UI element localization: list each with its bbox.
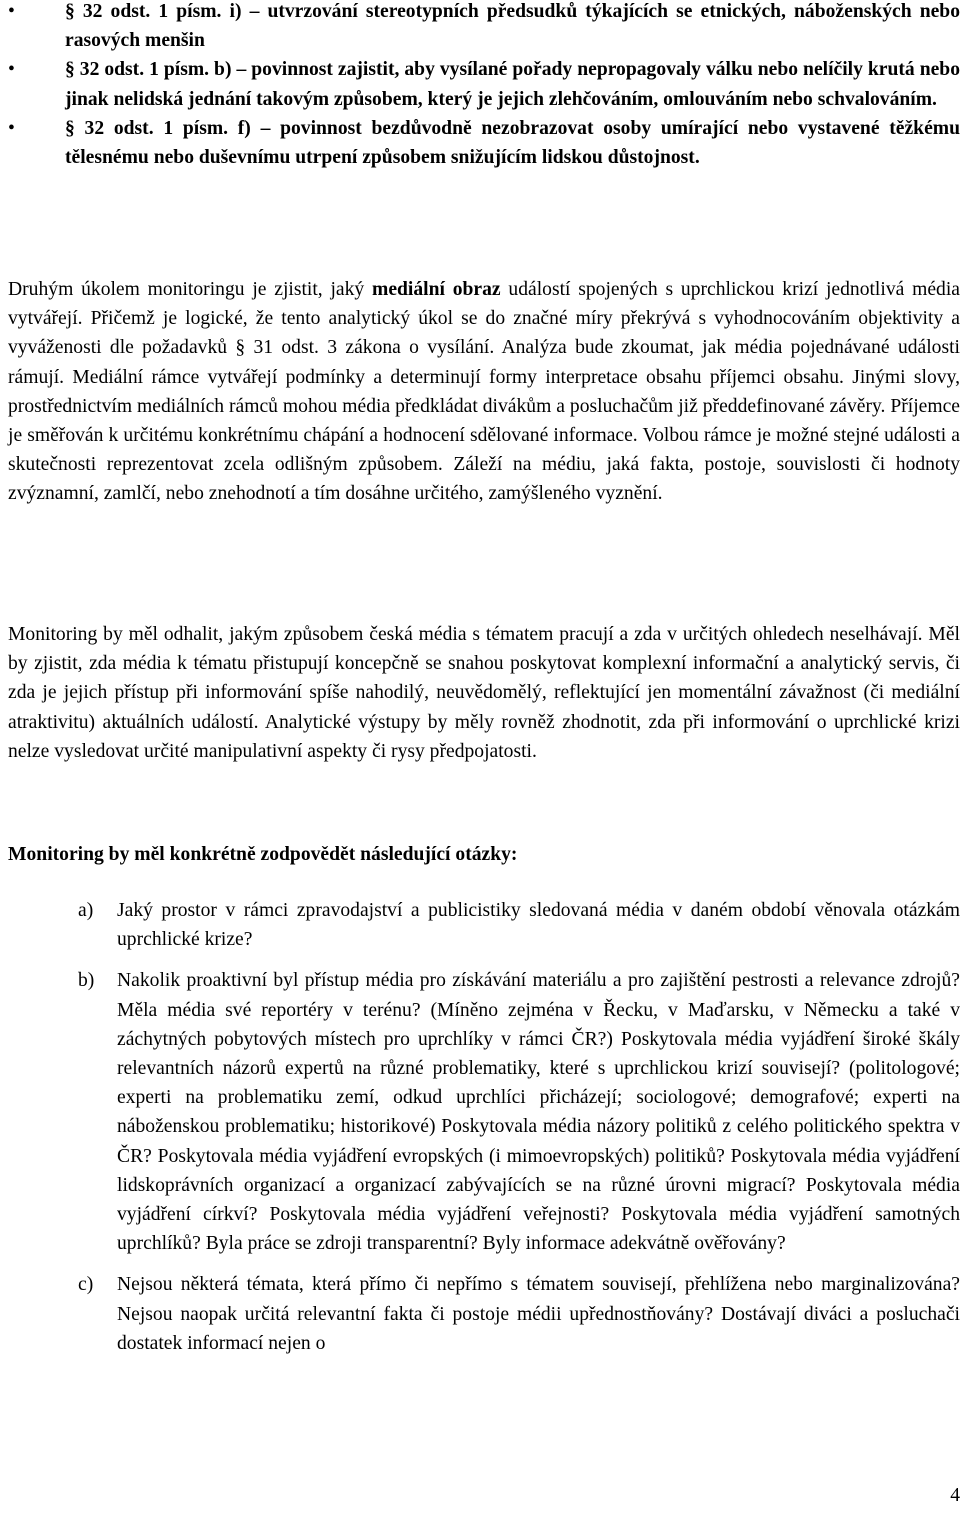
question-marker: c) bbox=[78, 1274, 94, 1296]
question-marker: b) bbox=[78, 970, 95, 992]
list-item bbox=[8, 55, 960, 113]
bullet-icon: • bbox=[8, 1, 15, 22]
page-number: 4 bbox=[950, 1485, 960, 1506]
question-text: Nakolik proaktivní byl přístup média pro získávání materiálu a pro zajištění pestrosti a relevance zdrojů? Měla média své reportéry v terénu? (Míněno zejména v Řecku, v Maďarsku, v Německu a také v záchytných pobytových místech pro uprchlíky v rámci ČR?) Poskytovala média vyjádření široké škály relevantních názorů expertů na různé problematiky, které s uprchlickou krizí souvisejí? (politologové; experti na problematiku zemí, odkud uprchlíci přicházejí; sociologové; demografové; experti na náboženskou problematiku; historikové) Poskytovala média názory politiků z celého politického spektra v ČR? Poskytovala média vyjádření evropských (i mimoevropských) politiků? Poskytovala média vyjádření lidskoprávních organizací a organizací zabývajících se na různé úrovni migrací? Poskytovala média vyjádření církví? Poskytovala média vyjádření veřejnosti? Poskytovala média vyjádření samotných uprchlíků? Byla práce se zdroji transparentní? Byly informace adekvátně ověřovány? bbox=[117, 970, 960, 1255]
question-item bbox=[8, 896, 960, 954]
legal-provisions-list bbox=[8, 0, 960, 172]
list-item-text: § 32 odst. 1 písm. i) – utvrzování stereotypních předsudků týkajících se etnických, náboženských nebo rasových menšin bbox=[65, 1, 960, 52]
question-marker: a) bbox=[78, 900, 94, 921]
list-item-text: § 32 odst. 1 písm. b) – povinnost zajistit, aby vysílané pořady nepropagovaly válku nebo nelíčily krutá nebo jinak nelidská jednání takovým způsobem, který je jejich zlehčováním, omlouváním nebo schvalováním. bbox=[65, 59, 960, 110]
paragraph-text: událostí spojených s uprchlickou krizí jednotlivá média vytvářejí. Přičemž je logické, že tento analytický úkol se do značné míry překrývá s vyhodnocováním objektivity a vyváženosti dle požadavků § 31 odst. 3 zákona o vysílání. Analýza bude zkoumat, jak média pojednávané události rámují. Mediální rámce vytvářejí podmínky a determinují formy interpretace obsahu příjemci obsahu. Jinými slovy, prostřednictvím mediálních rámců mohou média předkládat divákům a posluchačům již předdefinované závěry. Příjemce je směřován k určitému konkrétnímu chápání a hodnocení sdělované informace. Volbou rámce je možné stejné události a skutečnosti reprezentovat zcela odlišným způsobem. Záleží na médiu, jaká fakta, postoje, souvislosti či hodnoty zvýznamní, zamlčí, nebo znehodnotí a tím dosáhne určitého, zamýšleného vyznění. bbox=[8, 279, 960, 505]
list-item-text: § 32 odst. 1 písm. f) – povinnost bezdůvodně nezobrazovat osoby umírající nebo vystavené těžkému tělesnému nebo duševnímu utrpení způsobem snižujícím lidskou důstojnost. bbox=[65, 117, 960, 169]
list-item bbox=[8, 0, 960, 55]
emphasis-term: mediální obraz bbox=[372, 279, 501, 300]
list-item bbox=[8, 114, 960, 172]
question-text: Nejsou některá témata, která přímo či nepřímo s tématem souvisejí, přehlížena nebo marginalizována? Nejsou naopak určitá relevantní fakta či postoje médii upřednostňovány? Dostávají diváci a posluchači dostatek informací nejen o bbox=[117, 1274, 960, 1354]
media-image-paragraph bbox=[8, 275, 960, 509]
bullet-icon: • bbox=[8, 59, 15, 81]
section-heading: Monitoring by měl konkrétně zodpovědět následující otázky: bbox=[8, 844, 518, 865]
bullet-icon: • bbox=[8, 117, 15, 139]
monitoring-goals-paragraph: Monitoring by měl odhalit, jakým způsobem česká média s tématem pracují a zda v určitých ohledech neselhávají. Měl by zjistit, zda média k tématu přistupují koncepčně se snahou poskytovat komplexní informační a analytický servis, či zda je jejich přístup při informování spíše nahodilý, neuvědomělý, reflektující jen momentální závažnost (či mediální atraktivitu) aktuálních událostí. Analytické výstupy by měly rovněž zhodnotit, zda při informování o uprchlické krizi nelze vysledovat určité manipulativní aspekty či rysy předpojatosti. bbox=[8, 624, 960, 762]
questions-list bbox=[8, 896, 960, 1370]
question-item bbox=[8, 966, 960, 1258]
question-item bbox=[8, 1270, 960, 1358]
paragraph-text: Druhým úkolem monitoringu je zjistit, jaký bbox=[8, 279, 372, 300]
question-text: Jaký prostor v rámci zpravodajství a publicistiky sledovaná média v daném období věnovala otázkám uprchlické krize? bbox=[117, 900, 960, 951]
